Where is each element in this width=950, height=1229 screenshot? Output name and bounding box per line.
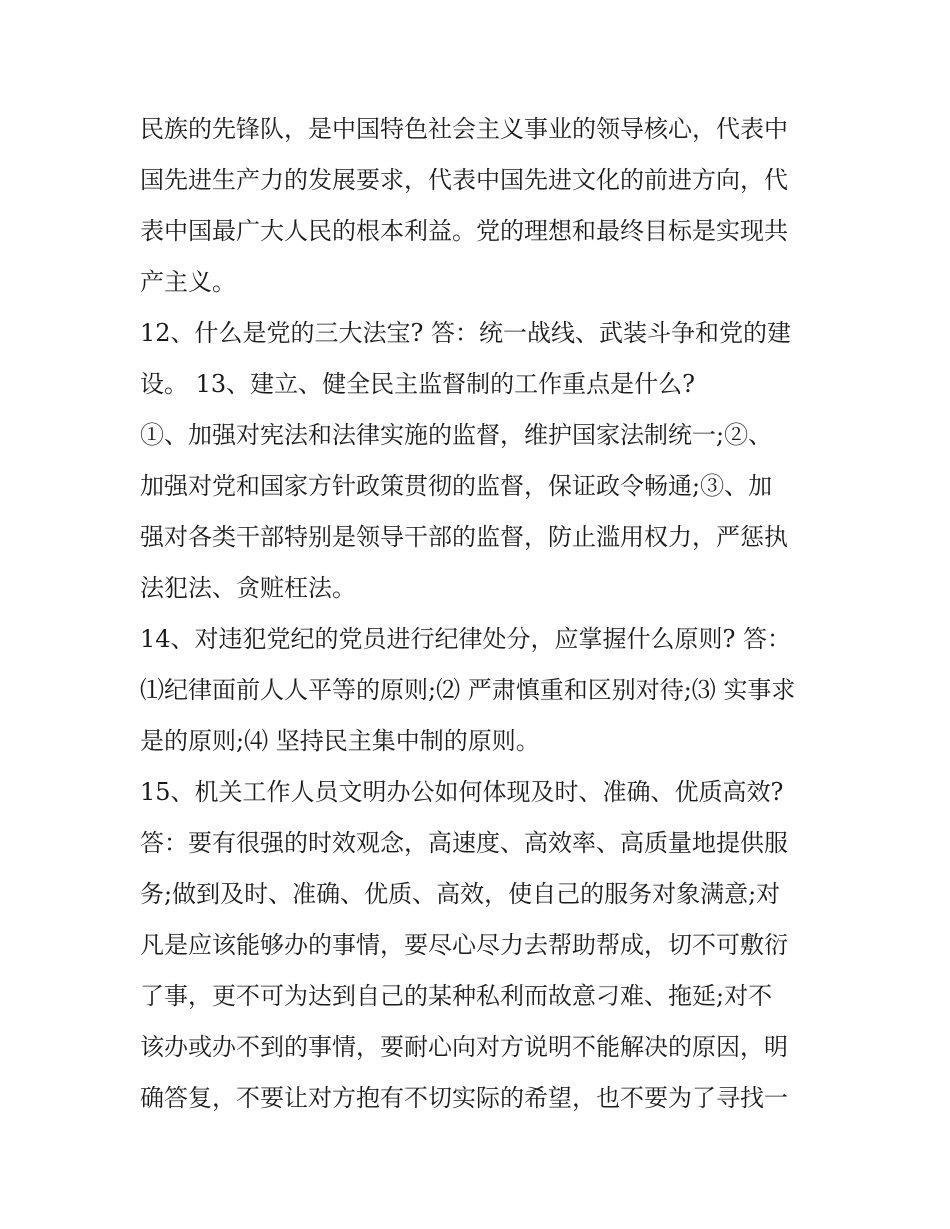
text-line: 强对各类干部特别是领导干部的监督，防止滥用权力，严惩执 bbox=[140, 523, 788, 551]
question-15-line: 15、机关工作人员文明办公如何体现及时、准确、优质高效? bbox=[140, 778, 784, 806]
text-line: 民族的先锋队，是中国特色社会主义事业的领导核心，代表中 bbox=[140, 115, 788, 143]
text-line: 务;做到及时、准确、优质、高效，使自己的服务对象满意;对 bbox=[140, 880, 781, 908]
text-line: 确答复，不要让对方抱有不切实际的希望，也不要为了寻找一 bbox=[140, 1084, 788, 1112]
text-line: ①、加强对宪法和法律实施的监督，维护国家法制统一;②、 bbox=[140, 421, 773, 449]
text-line: 加强对党和国家方针政策贯彻的监督，保证政令畅通;③、加 bbox=[140, 472, 773, 500]
text-line: 产主义。 bbox=[140, 268, 236, 296]
text-line: 表中国最广大人民的根本利益。党的理想和最终目标是实现共 bbox=[140, 217, 788, 245]
question-13-line: 设。 13、建立、健全民主监督制的工作重点是什么? bbox=[140, 370, 696, 398]
text-line: 是的原则;⑷ 坚持民主集中制的原则。 bbox=[140, 727, 540, 755]
text-line: ⑴纪律面前人人平等的原则;⑵ 严肃慎重和区别对待;⑶ 实事求 bbox=[140, 676, 796, 704]
text-line: 该办或办不到的事情，要耐心向对方说明不能解决的原因，明 bbox=[140, 1033, 788, 1061]
text-line: 凡是应该能够办的事情，要尽心尽力去帮助帮成，切不可敷衍 bbox=[140, 931, 788, 959]
text-line: 法犯法、贪赃枉法。 bbox=[140, 574, 356, 602]
question-12-line: 12、什么是党的三大法宝? 答：统一战线、武装斗争和党的建 bbox=[140, 319, 792, 347]
question-14-line: 14、对违犯党纪的党员进行纪律处分，应掌握什么原则? 答： bbox=[140, 625, 792, 653]
text-line: 国先进生产力的发展要求，代表中国先进文化的前进方向，代 bbox=[140, 166, 788, 194]
text-line: 答：要有很强的时效观念，高速度、高效率、高质量地提供服 bbox=[140, 829, 788, 857]
text-line: 了事，更不可为达到自己的某种私利而故意刁难、拖延;对不 bbox=[140, 982, 773, 1010]
document-body bbox=[140, 104, 820, 1124]
